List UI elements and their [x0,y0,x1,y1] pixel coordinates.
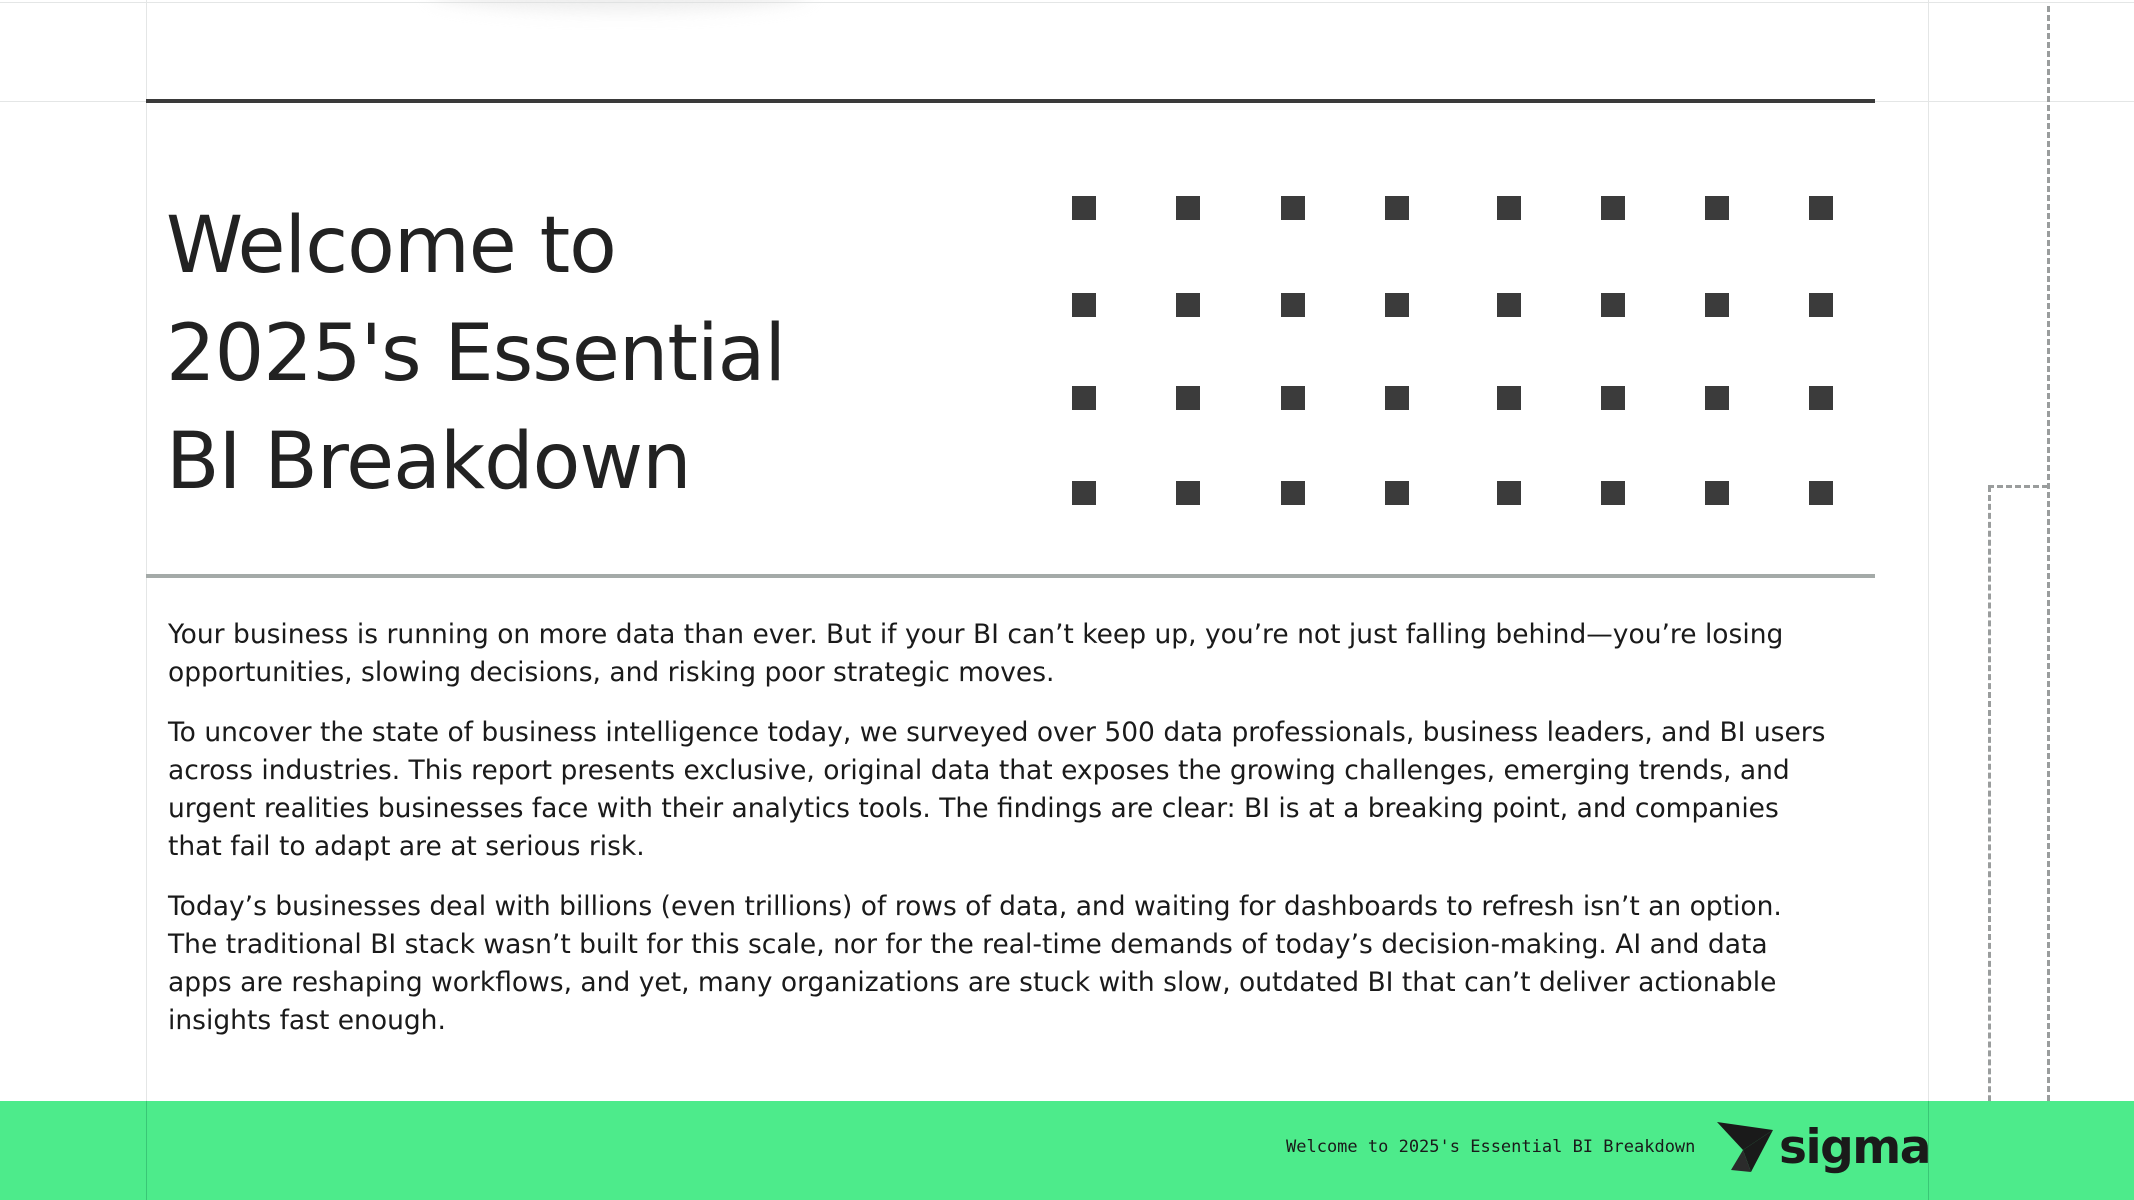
grid-square-r4-c7 [1705,481,1729,505]
intro-paragraph-1: Your business is running on more data than ever. But if your BI can’t keep up, you’re not just falling behind—you’re losing opportunities, slowing decisions, and risking poor strategic moves. [168,619,1784,688]
grid-square-r4-c2 [1176,481,1200,505]
section-rule [146,574,1875,578]
page-title [166,192,785,516]
grid-square-r2-c7 [1705,293,1729,317]
grid-square-r4-c6 [1601,481,1625,505]
footer-bar [0,1101,2134,1200]
grid-square-r3-c1 [1072,386,1096,410]
footer-guide-left [146,1101,147,1200]
intro-body [168,616,1828,1062]
grid-square-r4-c8 [1809,481,1833,505]
grid-square-r4-c5 [1497,481,1521,505]
grid-square-r3-c8 [1809,386,1833,410]
grid-square-r2-c2 [1176,293,1200,317]
grid-square-r4-c1 [1072,481,1096,505]
guide-line-right [1928,0,1929,1101]
grid-square-r3-c3 [1281,386,1305,410]
grid-square-r1-c5 [1497,196,1521,220]
footer-caption: Welcome to 2025's Essential BI Breakdown [1286,1137,1696,1157]
grid-square-r1-c4 [1385,196,1409,220]
grid-square-r2-c4 [1385,293,1409,317]
crop-mark-vertical-outer [2047,6,2050,1200]
grid-square-r4-c3 [1281,481,1305,505]
grid-square-r1-c2 [1176,196,1200,220]
top-shadow [430,0,810,10]
grid-square-r3-c5 [1497,386,1521,410]
grid-square-r3-c2 [1176,386,1200,410]
grid-square-r1-c6 [1601,196,1625,220]
guide-line-top [0,2,2134,3]
grid-square-r1-c3 [1281,196,1305,220]
grid-square-r1-c1 [1072,196,1096,220]
title-line-1: Welcome to [166,201,616,291]
guide-line-left [146,0,147,1101]
grid-square-r3-c6 [1601,386,1625,410]
grid-square-r1-c7 [1705,196,1729,220]
grid-square-r2-c8 [1809,293,1833,317]
grid-square-r1-c8 [1809,196,1833,220]
title-line-3: BI Breakdown [166,417,691,507]
crop-mark-vertical-inner [1988,486,1991,1146]
grid-square-r4-c4 [1385,481,1409,505]
sigma-logo-text: sigma [1779,1119,1930,1175]
crop-mark-horizontal-top [1988,485,2048,488]
grid-square-r2-c3 [1281,293,1305,317]
intro-paragraph-2: To uncover the state of business intelligence today, we surveyed over 500 data professionals, business leaders, and BI users across industries. This report presents exclusive, original data that exposes the growing challenges, emerging trends, and urgent realities businesses face with their analytics tools. The findings are clear: BI is at a breaking point, and companies that fail to adapt are at serious risk. [168,717,1826,862]
title-line-2: 2025's Essential [166,309,786,399]
intro-paragraph-3: Today’s businesses deal with billions (even trillions) of rows of data, and waiting for dashboards to refresh isn’t an option. The traditional BI stack wasn’t built for this scale, nor for the real-time demands of today’s decision-making. AI and data apps are reshaping workflows, and yet, many organizations are stuck with slow, outdated BI that can’t deliver actionable insights fast enough. [168,891,1782,1036]
header-rule [146,99,1875,103]
grid-square-r2-c6 [1601,293,1625,317]
grid-square-r2-c1 [1072,293,1096,317]
grid-square-r3-c4 [1385,386,1409,410]
sigma-logo-icon [1717,1120,1775,1174]
grid-square-r3-c7 [1705,386,1729,410]
grid-square-r2-c5 [1497,293,1521,317]
sigma-logo [1717,1120,1930,1174]
